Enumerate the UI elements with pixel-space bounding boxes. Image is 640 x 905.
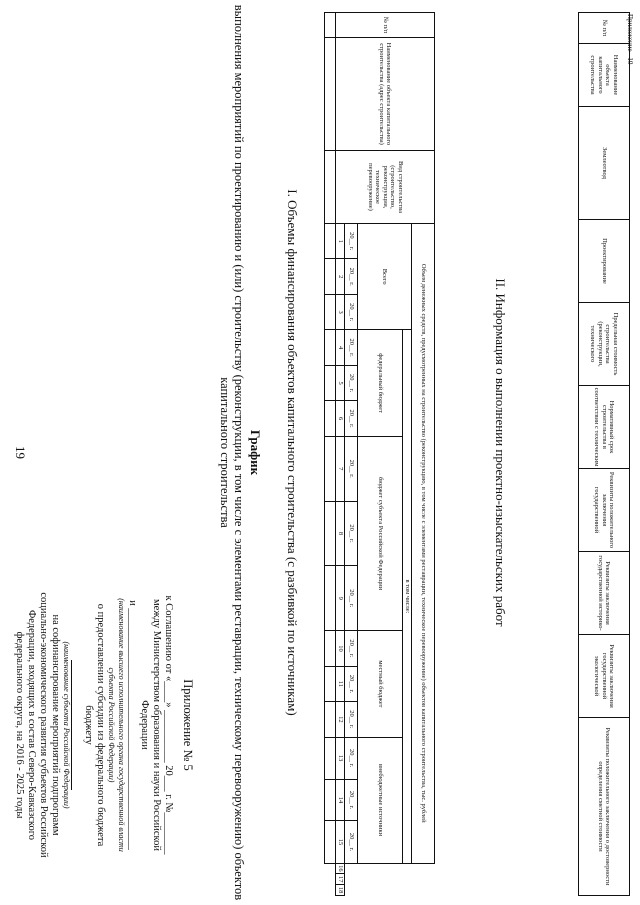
table-cell [325,224,336,259]
header-cell: в том числе: [403,330,412,863]
header-cell: Реквизиты положительного заключения государственной [579,469,630,552]
section1-title: I. Объемы финансирования объектов капитального строительства (с разбивкой по источникам) [285,189,300,716]
header-cell: № п/п [336,13,435,38]
header-cell: Землеотвод [579,107,630,220]
agreement-block [13,590,194,860]
table-cell [325,436,336,501]
table-cell [325,631,336,666]
header-cell: Объем денежных средств, предусмотренных на строительство (реконструкцию, в том числе с элементами реставрации, техническое перевооружение) объектов капитального строительства, тыс. рублей [412,224,435,864]
table-cell [325,330,336,365]
agreement-line: к Соглашению от «____» __________ 20___ г. №________ [163,595,174,855]
column-number: 15 [336,821,345,863]
table-cell [325,38,336,151]
column-number: 14 [336,779,345,821]
column-number: 11 [336,666,345,701]
table-cell [325,566,336,631]
table-cell [325,666,336,701]
pir-table [578,12,630,896]
column-number: 6 [336,401,345,436]
column-number: 5 [336,365,345,400]
header-cell: Реквизиты заключения государственной экологической [579,635,630,718]
agreement-note: (наименование субъекта Российской Федерации) [62,641,71,809]
table-cell [325,401,336,436]
column-number: 2 [336,259,345,294]
column-number: 9 [336,566,345,631]
column-number: 18 [336,885,345,896]
header-cell: федеральный бюджет [358,330,403,436]
column-number: 4 [336,330,345,365]
schedule-title [218,0,262,905]
header-cell: Реквизиты положительного заключения о достоверности определения сметной стоимости [579,718,630,896]
table-cell [325,702,336,737]
year-cell: 20__ г. [345,330,358,365]
header-cell: № п/п [579,13,630,44]
column-number: 3 [336,294,345,329]
table-cell [325,151,336,224]
header-cell: внебюджетные источники [358,737,403,863]
column-number: 8 [336,501,345,566]
header-cell: Предельная стоимость строительства (реконструкции, технического [579,303,630,386]
table-cell [325,13,336,38]
year-cell: 20__ г. [345,737,358,779]
appendix-label: Приложение № 5 [181,679,195,771]
header-cell: Наименование объекта капитального строительства [579,44,630,107]
page-number: 19 [13,446,28,459]
column-number: 10 [336,631,345,666]
year-cell: 20__ г. [345,631,358,666]
year-cell: 20__ г. [345,702,358,737]
year-cell: 20__ г. [345,501,358,566]
year-cell: 20__ г. [345,224,358,259]
year-cell: 20__ г. [345,365,358,400]
table-cell [325,294,336,329]
column-number: 1 [336,224,345,259]
year-cell: 20__ г. [345,294,358,329]
year-cell: 20__ г. [345,779,358,821]
year-cell: 20__ г. [345,401,358,436]
table-cell [325,737,336,779]
section2-title: II. Информация о выполнении проектно-изыскательских работ [493,278,508,627]
table-cell [325,259,336,294]
column-number: 7 [336,436,345,501]
table-cell [325,779,336,821]
year-cell: 20__ г. [345,566,358,631]
header-cell: бюджет субъекта Российской Федерации [358,436,403,630]
header-cell: Вид строительства (строительство, реконструкция, техническое перевооружение) [336,151,435,224]
agreement-line: о предоставлении субсидии из федерального бюджета бюджету [83,603,106,847]
financing-table [324,12,435,896]
table-cell [325,365,336,400]
header-cell: Наименование объекта капитального строительства (адрес строительства) [336,38,435,151]
header-cell: Нормативный срок строительства в соответствии с техническим [579,386,630,469]
year-cell: 20__ г. [345,666,358,701]
header-cell: Всего [358,224,412,330]
header-cell: местный бюджет [358,631,403,737]
table-cell [325,501,336,566]
header-cell: Проектирование [579,220,630,303]
page-tag: Приложение - 10 [626,14,634,65]
schedule-heading: График [248,429,263,476]
agreement-line: между Министерством образования и науки Российской Федерации [139,599,162,851]
header-cell: Реквизиты заключения государственной историко- [579,552,630,635]
schedule-text: выполнения мероприятий по проектированию и (или) строительству (реконструкции, в том числе с элементами реставрации, техническому перевооружению) объектов капитального строительства [218,4,246,901]
year-cell: 20__ г. [345,821,358,863]
column-number: 13 [336,737,345,779]
column-number: 12 [336,702,345,737]
column-number: 16 [336,863,345,874]
agreement-line: и ______________________________________________ [127,600,138,850]
year-cell: 20__ г. [345,436,358,501]
column-number: 17 [336,874,345,885]
agreement-note: (наименование высшего исполнительного органа государственной власти субъекта Российской Федерации) [107,598,126,852]
underline [71,660,72,790]
table-cell [325,821,336,863]
year-cell: 20__ г. [345,259,358,294]
agreement-line: на софинансирование мероприятий подпрограмм социально-экономического развития субъектов Российской Федерации, входящих в состав Северо-Кавказского федерального округа, на 2016 - 2025 годы [14,592,61,858]
